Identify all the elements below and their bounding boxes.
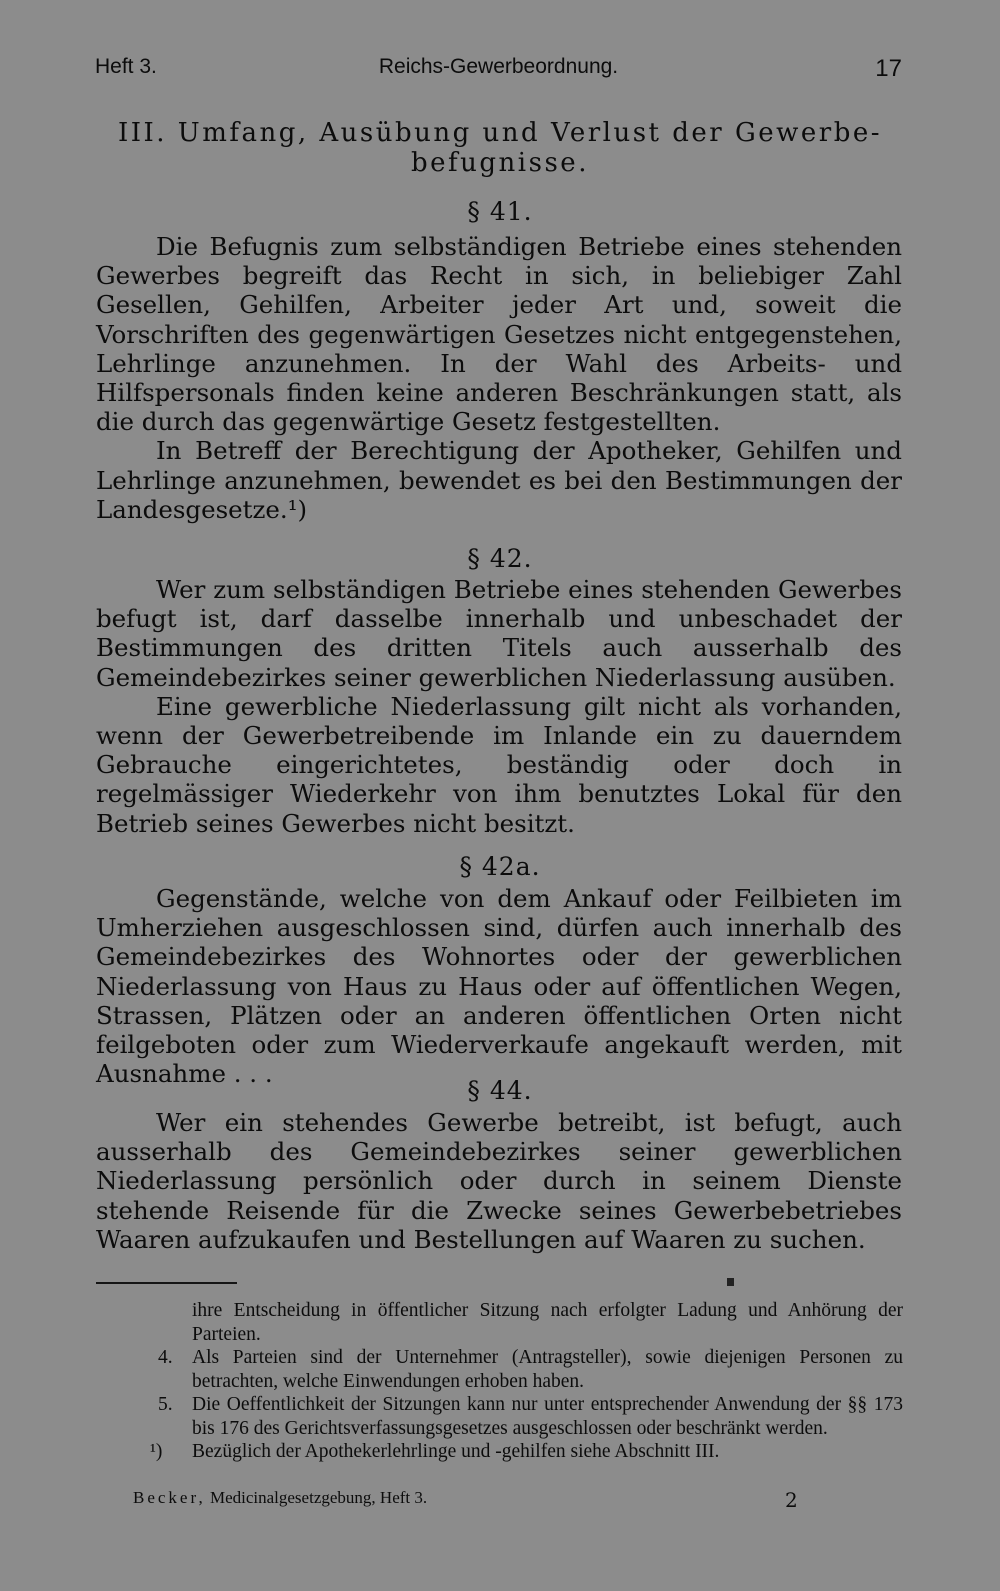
footnote-text: Als Parteien sind der Unternehmer (Antragsteller), sowie diejenigen Personen zu betrachten, welche Einwendungen erhoben haben. (192, 1347, 903, 1392)
footnotes (130, 1299, 903, 1464)
paragraph: Gegenstände, welche von dem Ankauf oder Feilbieten im Umherziehen ausgeschlossen sind, dürfen auch innerhalb des Gemeindebezirkes des Wohnortes oder der gewerblichen Niederlassung von Haus zu Haus oder auf öffentlichen Wegen, Strassen, Plätzen oder an anderen öffentlichen Orten nicht feilgeboten oder zum Wiederverkaufe angekauft werden, mit Ausnahme . . . (96, 884, 902, 1089)
footnote (130, 1299, 903, 1346)
section-heading: § 41. (467, 197, 533, 226)
footnote-number: ¹) (150, 1441, 163, 1462)
footnote-number: 4. (158, 1347, 173, 1368)
page-number: 17 (875, 55, 902, 82)
footnote (130, 1393, 903, 1440)
footnote-text: Bezüglich der Apothekerlehrlinge und -gehilfen siehe Abschnitt III. (192, 1441, 720, 1462)
section-heading: § 42a. (459, 852, 541, 881)
section-heading: § 44. (467, 1076, 533, 1105)
footnote-text: ihre Entscheidung in öffentlicher Sitzung nach erfolgter Ladung und Anhörung der Parteien. (192, 1300, 903, 1345)
running-header (95, 55, 902, 89)
footer-author: Becker, (133, 1488, 206, 1507)
paragraph: Wer ein stehendes Gewerbe betreibt, ist befugt, auch ausserhalb des Gemeindebezirkes seiner gewerblichen Niederlassung persönlich oder durch in seinem Dienste stehende Reisende für die Zwecke seines Gewerbebetriebes Waaren aufzukaufen und Bestellungen auf Waaren zu suchen. (96, 1108, 902, 1254)
chapter-title-line: III. Umfang, Ausübung und Verlust der Gewerbe- (117, 118, 883, 148)
footnote-text: Die Oeffentlichkeit der Sitzungen kann nur unter entsprechender Anwendung der §§ 173 bis 176 des Gerichtsverfassungsgesetzes ausgeschlossen oder beschränkt werden. (192, 1394, 903, 1439)
signature-mark: 2 (785, 1488, 798, 1512)
ink-speck (727, 1278, 734, 1286)
page-footer (133, 1488, 427, 1508)
chapter-title-line: befugnisse. (411, 148, 589, 178)
section-heading: § 42. (467, 544, 533, 573)
section-body (96, 575, 902, 838)
section-body (96, 232, 902, 524)
section-body (96, 1108, 902, 1254)
footnote (130, 1440, 903, 1464)
paragraph: Wer zum selbständigen Betriebe eines stehenden Gewerbes befugt ist, darf dasselbe innerhalb und unbeschadet der Bestimmungen des dritten Titels auch ausserhalb des Gemeindebezirkes seiner gewerblichen Niederlassung ausüben. (96, 575, 902, 692)
paragraph: In Betreff der Berechtigung der Apotheker, Gehilfen und Lehrlinge anzunehmen, bewendet es bei den Bestimmungen der Landesgesetze.¹) (96, 436, 902, 524)
paragraph: Eine gewerbliche Niederlassung gilt nicht als vorhanden, wenn der Gewerbetreibende im Inlande ein zu dauerndem Gebrauche eingerichtetes, beständig oder doch in regelmässiger Wiederkehr von ihm benutztes Lokal für den Betrieb seines Gewerbes nicht besitzt. (96, 691, 902, 838)
footnote (130, 1346, 903, 1393)
paragraph: Die Befugnis zum selbständigen Betriebe eines stehenden Gewerbes begreift das Recht in sich, in beliebiger Zahl Gesellen, Gehilfen, Arbeiter jeder Art und, soweit die Vorschriften des gegenwärtigen Gesetzes nicht entgegenstehen, Lehrlinge anzunehmen. In der Wahl des Arbeits- und Hilfspersonals finden keine anderen Beschränkungen statt, als die durch das gegenwärtige Gesetz festgestellten. (96, 232, 902, 437)
footnote-divider (96, 1282, 237, 1284)
footer-source: Medicinalgesetzgebung, Heft 3. (209, 1488, 428, 1507)
header-issue: Heft 3. (95, 55, 157, 78)
header-title: Reichs-Gewerbeordnung. (378, 55, 619, 78)
chapter-title (96, 118, 904, 178)
footnote-number: 5. (158, 1394, 173, 1415)
section-body (96, 884, 902, 1088)
